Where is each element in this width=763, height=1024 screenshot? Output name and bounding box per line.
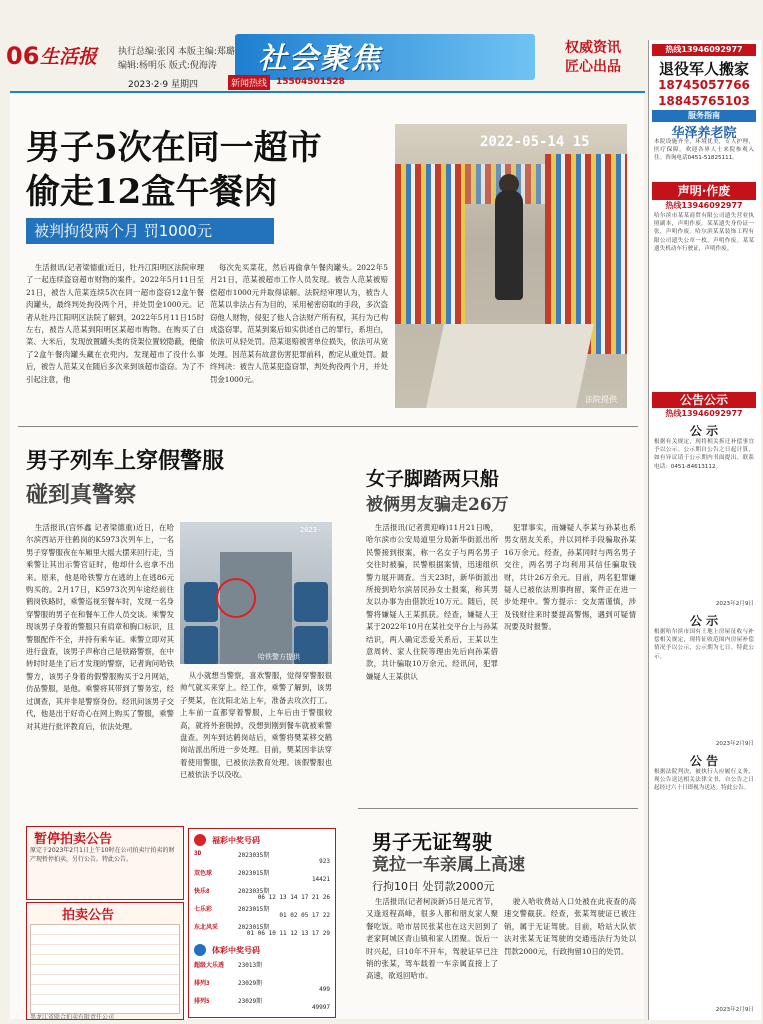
welfare-winning-numbers: 01 02 05 17 22 [279,912,330,919]
sports-issue-number: 23013期 [238,962,263,969]
article1-body-column1: 生活报讯(记者梁德重)近日，牡丹江阳明区法院审理了一起连续盗窃超市财物的案件。2022年5月11日至21日，被告人范某连续5次在同一超市盗窃12盒午餐肉罐头，最终判处拘役两个月，并处罚金1000元。记者从牡丹江阳明区法院了解到，2022年5月11日15时左右，被告人范某到阳明区某超市购物。在购买了白菜、大米后，发现放置罐头类的货架位置较隐蔽，便偷了2盒午餐肉罐头藏在衣兜内。发现超市了没什么事后，被告人范某又在随后多次来到该超市盗窃。为了不引起注意，他 [26,263,204,384]
notice3-heading: 公 告 [689,754,719,768]
auction-notice-title: 拍卖公告 [62,908,115,923]
welfare-winning-numbers: 01 06 10 11 12 13 17 29 [246,930,330,937]
welfare-game-name: 快乐8 [194,888,210,895]
shelf-left [395,164,465,324]
photo-credit: 哈铁警方提供 [258,653,300,661]
page-number: 06 [6,42,40,70]
sports-game-name: 超级大乐透 [194,962,225,969]
notice2-heading: 公 示 [689,614,719,628]
notice1-heading: 公 示 [689,424,719,438]
article2-headline: 男子列车上穿假警服 [26,448,225,474]
sports-winning-numbers: 499 [319,986,330,993]
sports-issue-number: 23029期 [238,980,263,987]
notice1-text: 根据有关规定，现将相关拆迁补偿事宜予以公示。公示期自公告之日起计算，如有异议请于公示期内书面提出。联系电话：0451-84613112。 [654,439,754,470]
article-divider [18,426,638,427]
welfare-issue-number: 2023035期 [238,888,270,895]
article1-surveillance-photo [395,124,627,408]
notice1-date: 2023年2月9日 [715,601,754,607]
slogan-line2: 匠心出品 [565,59,621,75]
article4-penalty-line: 行拘10日 处罚款2000元 [372,880,495,893]
nursing-ad-title: 华泽养老院 [671,126,737,141]
notice2-text: 根据哈尔滨市国有土地上房屋征收与补偿相关规定，现将征收范围内房屋补偿情况予以公示，公示期为七日。特此公示。 [654,629,754,660]
article1-headline-line2: 偷走12盒午餐肉 [26,172,278,212]
article4-body-column2: 驶入哈收费站入口处被在此夜查的高速交警截获。经查，张某驾驶证已被注销，属于无证驾驶。目前，哈站大队依法对张某无证驾驶的交通违法行为处以罚款2000元，行政拘留10日的处罚。 [504,897,636,956]
welfare-lottery-label: 福彩中奖号码 [212,836,260,845]
train-seat [294,582,328,622]
sports-game-name: 排列5 [194,998,210,1005]
article2-body-column2: 从小就想当警察，喜欢警服，觉得穿警服很帅气就买来穿上。经工作，乘警了解到，该男子樊某，在沈阳北站上车，准备去攻次打工。上车前一直都穿着警服，上车后由于警服较高，就将外套脱掉，没想到刚到餐车就被乘警盘查。列车到达鹤岗站后，乘警将樊某移交鹤岗站派出所进一步处理。目前，樊某因非法穿着使用警服，已被依法教育处理。该假警服也已被依法予以没收。 [180,671,332,780]
welfare-issue-number: 2023015期 [238,924,270,931]
article-divider [358,808,638,809]
welfare-winning-numbers: 06 12 13 14 17 21 26 [257,894,330,901]
store-floor [426,324,594,408]
header-divider [10,91,645,93]
train-seat [184,582,218,622]
declaration-ad-text: 哈尔滨市某某商贸有限公司遗失营业执照副本，声明作废。某某遗失身份证一张，声明作废。哈尔滨某某装饰工程有限公司遗失公章一枚，声明作废。某某遗失机动车行驶证，声明作废。 [654,213,754,252]
nursing-ad-text: 本院设施齐全，环境优美，专人护理，医疗保障，欢迎各界人士来院参观入住。咨询电话0451-51825111。 [654,139,754,162]
welfare-lottery-logo-icon [194,834,206,846]
slogan-line1: 权威资讯 [565,40,621,56]
sports-game-name: 排列3 [194,980,210,987]
article3-headline: 女子脚踏两只船 [366,468,500,490]
sports-lottery-label: 体彩中奖号码 [212,946,260,955]
auction-suspend-title: 暂停拍卖公告 [34,832,113,847]
article2-train-photo [180,522,332,664]
welfare-game-name: 3D [194,850,202,857]
article1-subheadline: 被判拘役两个月 罚1000元 [26,218,274,244]
article4-headline: 男子无证驾驶 [372,830,492,854]
welfare-issue-number: 2023015期 [238,870,270,877]
article2-body-column1: 生活报讯(宫怀鑫 记者梁德重)近日，在哈尔滨西站开往鹤岗的K5973次列车上，一名男子穿警服夜在车厢里大摇大摆来回行走，当乘警让其出示警官证时，他却什么也拿不出来。原来，他是哈铁警方在逃的上在逃86元购买的。2月17日，K5973次列车途经前往鹤岗铁路时，乘警巡视至餐车时，发现一名身穿警服的男子在和餐车工作人员交谈。乘警发现该男子身着的警服只有肩章和胸口标识，且警服配件不全，并持有乘车证。乘警立即对其进行盘查，该男子声称自己是铁路警察，在中转时时是坐了后才发现的警察，记者询问哈铁警方，该男子身着的假警服购买于2月网站，仿品警服，是他。乘警将其带到了警务室，经过调查，其并非是警察身份。经讯问该男子交代，他是出于好奇心在网上购买了警服，乘警对其进行批评教育后，依法处理。 [26,523,174,731]
nursing-ad-banner: 服务指南 [652,110,756,122]
notice-section-title: 公告公示 [652,392,756,408]
editor-credit-line: 执行总编:张冈 本版主编:郑璐 [118,47,235,57]
auction-suspend-text: 原定于2023年2月1日上午10时在公司拍卖厅拍卖的财产现暂停拍卖，另行公告。特此公告。 [30,847,175,863]
sports-issue-number: 23029期 [238,998,263,1005]
welfare-game-name: 七乐彩 [194,906,213,913]
sports-lottery-logo-icon [194,944,206,956]
welfare-issue-number: 2023015期 [238,906,270,913]
auction-items-table [30,924,180,1014]
welfare-issue-number: 2023035期 [238,852,270,859]
article3-body-column1: 生活报讯(记者黄迎峰)11月21日晚，哈尔滨市公安局道里分局新华街派出所民警接到报案，称一名女子与两名男子交往时被骗，民警根据案情，迅速组织警力展开调查。当天23时，新华街派出所接到哈尔滨居民孙女士报案，称其男友以办事为由借款近10万元。随后，民警将嫌疑人王某抓获。经查，嫌疑人王某于2022年10月在某社交平台上与孙某结识，两人确定恋爱关系后，王某以生意周转、家人住院等理由先后向孙某借款，共计骗取10万余元。经讯问，犯罪嫌疑人王某供认 [366,523,498,681]
hotline-label: 新闻热线 [228,75,270,90]
layout-credit-line: 编辑:杨明乐 版式:倪海涛 [118,61,217,71]
notice2-date: 2023年2月9日 [715,741,754,747]
article1-headline [26,126,386,214]
moving-ad-phone2: 18845765103 [658,94,750,108]
welfare-winning-numbers: 14421 [311,876,330,883]
moving-ad-title: 退役军人搬家 [658,60,749,78]
section-name: 社会聚焦 [258,41,383,75]
notice-section-hotline: 热线13946092977 [665,409,743,418]
article3-subheadline: 被俩男友骗走26万 [366,495,509,515]
sports-winning-numbers: 49997 [311,1004,330,1011]
welfare-game-name: 双色球 [194,870,213,877]
photo-timestamp: 2023- [300,526,322,534]
article4-subheadline: 竟拉一车亲属上高速 [372,855,525,875]
notice3-text: 根据法院判决，被执行人应履行义务，现公告送达相关法律文书，自公告之日起经过六十日即视为送达。特此公告。 [654,769,754,792]
issue-date: 2023·2·9 星期四 [128,80,198,90]
article1-body-column2: 每次先买菜花，然后再偷拿午餐肉罐头。2022年5月21日，范某被超市工作人员发现。被告人范某被赔偿超市1000元并取得谅解。法院经审理认为，被告人范某以非法占有为目的，采用秘密窃取的手段，多次盗窃他人财物，侵犯了他人合法财产所有权，其行为已构成盗窃罪。范某到案后如实供述自己的罪行，系坦白，依法可从轻处罚。范某退赔被害单位损失，依法可从宽处理。因范某有故意伤害犯罪前科，酌定从重处罚。最终判决：被告人范某犯盗窃罪，判处拘役两个月，并处罚金1000元。 [210,263,388,384]
suspect-figure [495,190,523,300]
photo-timestamp: 2022-05-14 15 [480,134,590,150]
highlight-circle [216,578,256,618]
declaration-ad-title: 声明·作废 [652,182,756,200]
notice3-date: 2023年2月9日 [715,1007,754,1013]
article1-headline-line1: 男子5次在同一超市 [26,128,322,168]
welfare-winning-numbers: 923 [319,858,330,865]
welfare-game-name: 东北风采 [194,924,219,931]
paper-name: 生活报 [40,46,98,68]
article4-body-column1: 生活报讯(记者柯淡新)5日是元宵节，又逢返程高峰，很多人都和朋友家人聚餐吃饭。哈市居民张某也在这天回到了老家阿城区青山镇和家人团聚。饭后一时兴起，曰10年不开车，驾驶证早已注销的张某，驾车载着一车亲属直接上了高速，欲返回哈市。 [366,897,498,981]
photo-credit: 法院提供 [585,395,617,404]
hotline-number: 15504501528 [276,77,345,87]
auction-notice-issuer: 黑龙江省联合拍卖有限责任公司 [30,1014,115,1021]
moving-ad-hotline: 热线13946092977 [652,44,756,56]
moving-ad-phone1: 18745057766 [658,78,750,92]
train-seat [184,626,218,664]
article3-body-column2: 犯罪事实，而嫌疑人李某与孙某也系男女朋友关系，并以同样手段骗取孙某16万余元。经查，孙某同时与两名男子交往，两名男子均利用其信任骗取钱财，共计26万余元。目前，两名犯罪嫌疑人已被依法刑事拘留，案件正在进一步处理中。警方提示：交友需谨慎，涉及钱财往来时要提高警惕，遇到可疑情况要及时报警。 [504,523,636,632]
declaration-ad-hotline: 热线13946092977 [665,201,743,210]
article2-subheadline: 碰到真警察 [26,482,137,508]
